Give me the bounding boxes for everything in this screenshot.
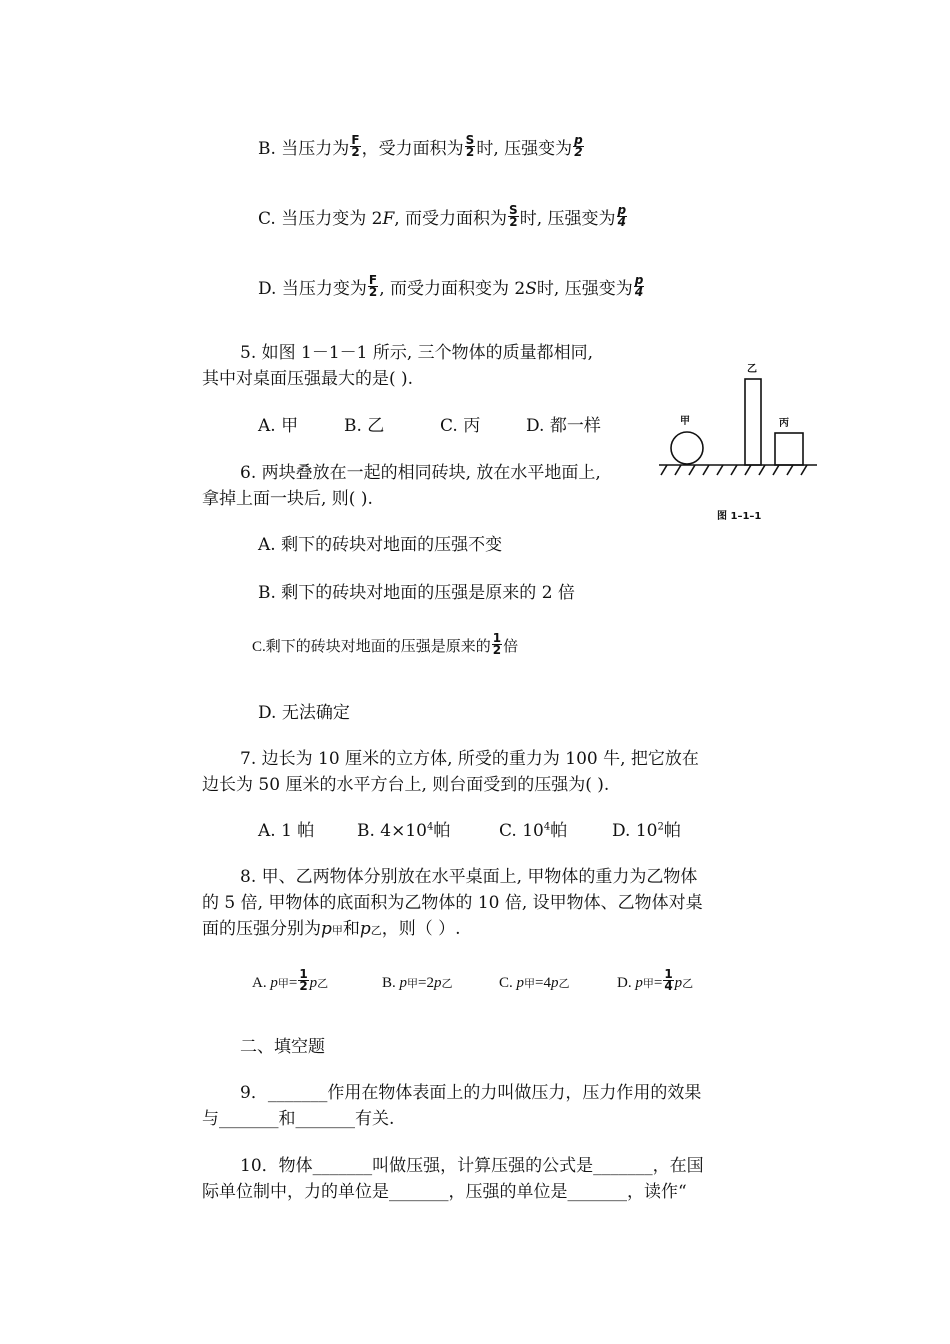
label-yi: 乙	[747, 364, 757, 375]
figure-ground	[659, 465, 817, 475]
q10-stem-line1: 10．物体_______叫做压强，计算压强的公式是_______，在国	[240, 1156, 704, 1176]
q8-stem-line2: 的 5 倍, 甲物体的底面积为乙物体的 10 倍, 设甲物体、乙物体对桌	[202, 893, 703, 913]
q5-stem-line1: 5. 如图 1－1－1 所示, 三个物体的质量都相同,	[240, 343, 594, 363]
sphere-object-jia	[671, 432, 703, 464]
fraction-one-half: $\frac{1}{2}$	[299, 967, 308, 994]
figure-1-1-1	[655, 358, 825, 528]
q8-option-c: C. p甲=4p乙	[499, 975, 570, 991]
q4-option-b: B. 当压力为 $\frac{F}{2}$ ，受力面积为 $\frac{S}{2}$ 时, 压强变为 $\frac{p}{2}$	[258, 133, 583, 159]
fraction-f-over-2: $\frac{F}{2}$	[368, 273, 378, 299]
q8-option-b: B. p甲=2p乙	[382, 975, 453, 991]
q7-option-c: C. $10^4$帕	[499, 821, 568, 841]
fraction-s-over-2: $\frac{S}{2}$	[509, 203, 518, 229]
q4-option-d: D. 当压力变为 $\frac{F}{2}$ , 而受力面积变为 2S时, 压强变为 $\frac{p}{4}$	[258, 273, 644, 299]
q5-option-b: B. 乙	[344, 416, 385, 436]
q5-option-d: D. 都一样	[526, 416, 601, 436]
q6-stem-line2: 拿掉上面一块后, 则( ).	[202, 489, 373, 509]
q8-option-a: A. p甲= $\frac{1}{2}$ p乙	[252, 967, 329, 994]
fraction-p-over-4: $\frac{p}{4}$	[634, 273, 644, 299]
q8-stem-line3: 面的压强分别为p甲和p乙，则（ ）.	[202, 919, 461, 939]
fraction-p-over-2: $\frac{p}{2}$	[574, 133, 583, 159]
figure-caption: 图 1–1–1	[717, 511, 762, 522]
label-jia: 甲	[680, 416, 690, 427]
q8-option-d: D. p甲= $\frac{1}{4}$ p乙	[617, 967, 694, 994]
q8-stem-line1: 8. 甲、乙两物体分别放在水平桌面上, 甲物体的重力为乙物体	[240, 867, 698, 887]
q10-stem-line2: 际单位制中，力的单位是_______，压强的单位是_______，读作“	[202, 1182, 687, 1202]
q7-option-d: D. $10^2$帕	[612, 821, 681, 841]
q9-stem-line1: 9．_______作用在物体表面上的力叫做压力，压力作用的效果	[240, 1083, 702, 1103]
q6-stem-line1: 6. 两块叠放在一起的相同砖块, 放在水平地面上,	[240, 463, 601, 483]
fraction-one-half: $\frac{1}{2}$	[492, 631, 502, 658]
fraction-one-quarter: $\frac{1}{4}$	[664, 967, 673, 994]
label-bing: 丙	[779, 418, 789, 429]
q5-option-c: C. 丙	[440, 416, 481, 436]
q6-option-d: D. 无法确定	[258, 703, 350, 723]
q7-stem-line1: 7. 边长为 10 厘米的立方体, 所受的重力为 100 牛, 把它放在	[240, 749, 699, 769]
fraction-s-over-2: $\frac{S}{2}$	[465, 133, 475, 159]
tall-block-object-yi	[745, 379, 761, 465]
fraction-p-over-4: $\frac{p}{4}$	[617, 203, 627, 229]
q9-stem-line2: 与_______和_______有关.	[202, 1109, 395, 1129]
q6-option-b: B. 剩下的砖块对地面的压强是原来的 2 倍	[258, 583, 575, 603]
q7-stem-line2: 边长为 50 厘米的水平方台上, 则台面受到的压强为( ).	[202, 775, 610, 795]
section-title: 二、填空题	[240, 1037, 325, 1057]
short-block-object-bing	[775, 433, 803, 465]
q4-option-c: C. 当压力变为 2F, 而受力面积为 $\frac{S}{2}$ 时, 压强变为 $\frac{p}{4}$	[258, 203, 627, 229]
q7-option-b: B. $4\times 10^4$帕	[357, 821, 451, 841]
q6-option-c: C.剩下的砖块对地面的压强是原来的 $\frac{1}{2}$ 倍	[252, 631, 519, 658]
fraction-f-over-2: $\frac{F}{2}$	[351, 133, 360, 159]
q5-option-a: A. 甲	[258, 416, 299, 436]
q7-option-a: A. 1 帕	[258, 821, 315, 841]
q6-option-a: A. 剩下的砖块对地面的压强不变	[258, 535, 503, 555]
q5-stem-line2: 其中对桌面压强最大的是( ).	[202, 369, 414, 389]
